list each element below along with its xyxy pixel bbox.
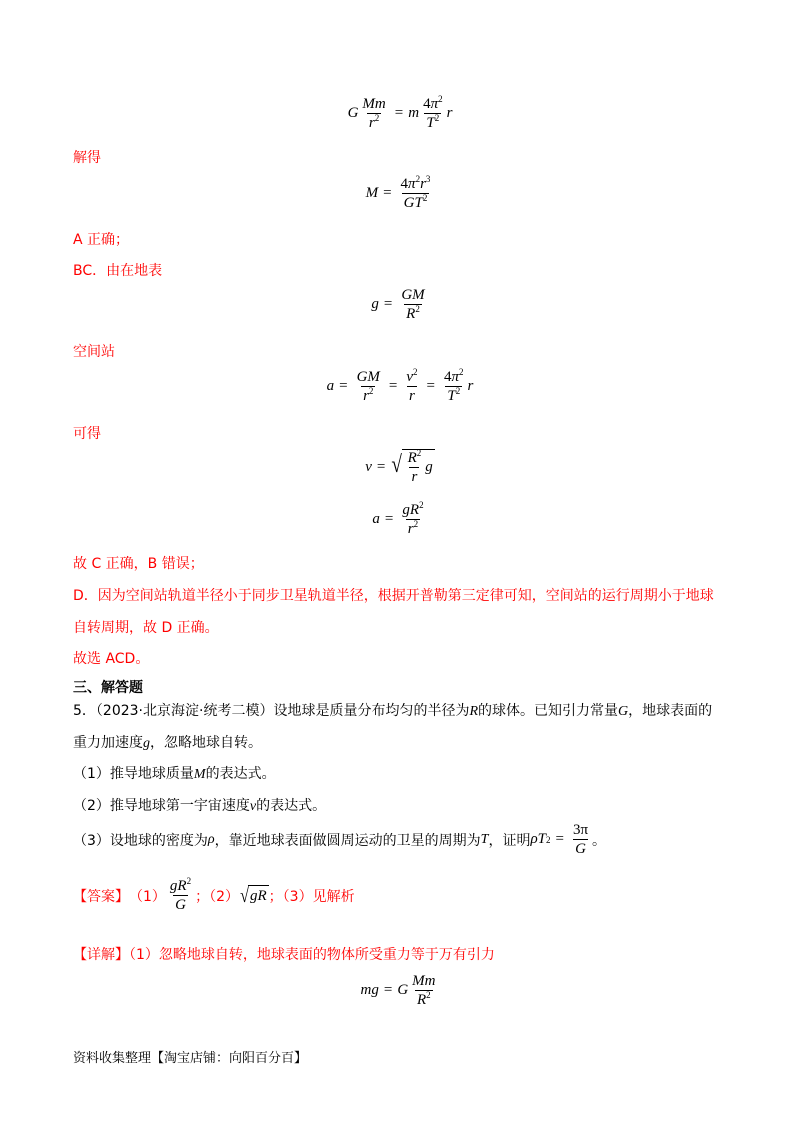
equation-mass [0,176,800,211]
text-bc-intro: BC．由在地表 [73,263,163,279]
question-text: （1）推导地球质量 [73,766,194,782]
question-text: 的球体。已知引力常量 [478,703,619,719]
numerator: 3π [572,822,589,838]
eq-symbol: 4 [400,176,409,192]
question-5-part1 [73,764,276,785]
fraction [399,176,433,211]
text-d-line1: D．因为空间站轨道半径小于同步卫星轨道半径，根据开普勒第三定律可知，空间站的运行周期小于地球 [73,588,714,604]
radicand: gR [248,885,269,907]
question-text: 的表达式。 [205,766,276,782]
question-text: 重力加速度 [73,735,143,751]
eq-symbol: m [408,105,420,121]
superscript: 2 [438,94,443,104]
superscript: 2 [368,386,374,396]
eq-symbol: R [407,450,417,466]
square-root [390,449,434,485]
section-heading: 三、解答题 [73,680,143,696]
answer-tag: 【答案】 [73,888,129,905]
question-text: ，地球表面的 [628,703,713,719]
superscript: 2 [415,304,420,314]
denominator: r [411,469,418,485]
fraction [404,369,419,404]
numerator: GM [401,287,425,303]
superscript: 2 [415,174,421,184]
equals-sign: = [394,105,404,121]
answer-equation-1 [166,878,195,913]
eq-symbol: 4 [423,96,431,112]
equation-velocity [0,449,800,485]
fraction [400,502,425,537]
question-text: （3）设地球的密度为 [73,832,208,849]
question-number: 5． [73,703,96,719]
eq-symbol: G [397,982,409,998]
answer-equation-2 [239,885,269,907]
fraction [421,96,445,131]
text-jiede: 解得 [73,150,101,166]
equals-sign: = [388,378,398,394]
question-text: 的表达式。 [256,798,327,814]
text-d-line2: 自转周期，故 D 正确。 [73,620,219,636]
radical-sign: √ [391,452,403,478]
fraction [442,369,466,404]
equation-gravity-centripetal [0,96,800,131]
fraction [168,878,193,913]
inline-symbol: g [143,736,150,751]
inline-equation-density: ρ T 2 = $\frac{3\pi}{G}$ [530,822,589,857]
question-text: 设地球是质量分布均匀的半径为 [273,703,470,719]
eq-symbol: ρ [530,831,538,847]
fraction [571,822,590,857]
inline-symbol: ρ [207,831,215,847]
equals-sign: = [376,458,386,475]
denominator: G [575,841,586,857]
denominator [367,113,381,131]
eq-symbol: v [365,458,372,475]
eq-symbol: M [365,185,379,201]
superscript: 2 [374,113,380,123]
fraction [360,96,387,131]
denominator [424,113,441,131]
equals-sign: = [426,378,436,394]
superscript: 2 [422,193,428,203]
detail-line-1 [73,945,495,965]
numerator [421,96,445,113]
equals-sign: = [383,296,393,312]
detail-text: （1）忽略地球自转，地球表面的物体所受重力等于万有引力 [129,947,495,963]
numerator [406,450,424,467]
answer-text: （1） [129,888,166,905]
numerator [404,369,419,386]
numerator [399,176,433,193]
text-c-correct-b-wrong: 故 C 正确，B 错误； [73,556,204,572]
eq-symbol: T [426,115,435,131]
eq-symbol: r [446,105,453,121]
eq-symbol: gR [402,502,420,518]
superscript: 2 [413,519,419,529]
eq-symbol: a [372,511,380,527]
inline-symbol: R [469,704,479,719]
superscript: 2 [459,367,464,377]
text-kede: 可得 [73,426,101,442]
superscript: 2 [413,367,418,377]
eq-symbol: π [451,369,460,385]
superscript: 2 [426,990,431,1000]
eq-symbol: R [416,992,427,1008]
fraction [406,450,424,485]
eq-symbol: gR [169,878,187,894]
question-5-part3 [73,822,606,857]
eq-symbol: a [326,378,335,394]
superscript: 2 [434,113,440,123]
eq-symbol: g [371,296,379,312]
eq-symbol: π [408,176,416,192]
answer-text: ；（2） [195,888,240,905]
question-text: ，靠近地球表面做圆周运动的卫星的周期为 [214,832,481,849]
superscript: 2 [455,386,461,396]
denominator [445,386,462,404]
superscript: 2 [419,500,424,510]
answer-text: ；（3）见解析 [268,888,355,905]
equals-sign: = [555,831,564,847]
equation-acceleration-result [0,502,800,537]
eq-symbol: r [368,115,375,131]
eq-symbol: π [430,96,439,112]
superscript: 2 [186,876,192,886]
denominator [415,990,433,1008]
fraction [410,973,437,1008]
eq-symbol: v [406,369,414,385]
eq-symbol: r [363,388,369,404]
numerator: Mm [362,96,386,112]
eq-symbol: R [406,306,416,322]
question-text: ，证明 [488,832,531,849]
text-a-correct: A 正确； [73,232,130,248]
equation-surface-gravity [0,287,800,322]
eq-symbol: 4 [444,369,452,385]
superscript: 2 [416,448,422,458]
question-5-line1 [73,701,712,722]
equals-sign: = [383,982,393,998]
text-choose: 故选 ACD。 [73,651,150,667]
equation-weight-gravity [0,973,800,1008]
square-root [239,885,269,907]
text-station: 空间站 [73,344,115,360]
question-source: （2023·北京海淀·统考二模） [95,703,274,719]
eq-symbol: GT [403,195,423,211]
superscript: 3 [425,174,431,184]
eq-symbol: r [467,378,474,394]
numerator [400,502,425,519]
eq-symbol: T [447,388,456,404]
question-5-part2 [73,796,326,817]
denominator [402,193,430,211]
equals-sign: = [339,378,348,394]
equals-sign: = [383,185,392,201]
radical-sign: √ [240,884,249,907]
inline-symbol: G [618,704,629,719]
numerator [168,878,193,895]
denominator: r [409,388,415,404]
numerator: GM [356,369,380,385]
eq-symbol: G [347,105,359,121]
inline-symbol: v [249,799,257,814]
radicand [402,449,435,485]
answer-line [73,878,355,913]
numerator [442,369,466,386]
inline-symbol: M [193,767,206,782]
equation-station-acceleration [0,369,800,404]
detail-tag: 【详解】 [73,947,129,963]
inline-symbol: T [480,831,489,847]
fraction [355,369,382,404]
eq-symbol: mg [360,982,379,998]
denominator: G [175,897,186,913]
eq-symbol: r [420,176,426,192]
question-text: （2）推导地球第一宇宙速度 [73,798,250,814]
question-5-line2 [73,733,262,754]
equals-sign: = [384,511,394,527]
fraction [399,287,426,322]
eq-symbol: r [407,521,414,537]
page-footer: 资料收集整理【淘宝店铺：向阳百分百】 [73,1051,308,1066]
denominator [361,386,375,404]
denominator [406,519,420,537]
denominator [404,304,422,322]
eq-symbol: g [425,459,433,475]
question-text: ，忽略地球自转。 [150,735,262,751]
numerator: Mm [412,973,436,989]
question-text: 。 [592,832,607,849]
eq-symbol: T [537,831,546,847]
